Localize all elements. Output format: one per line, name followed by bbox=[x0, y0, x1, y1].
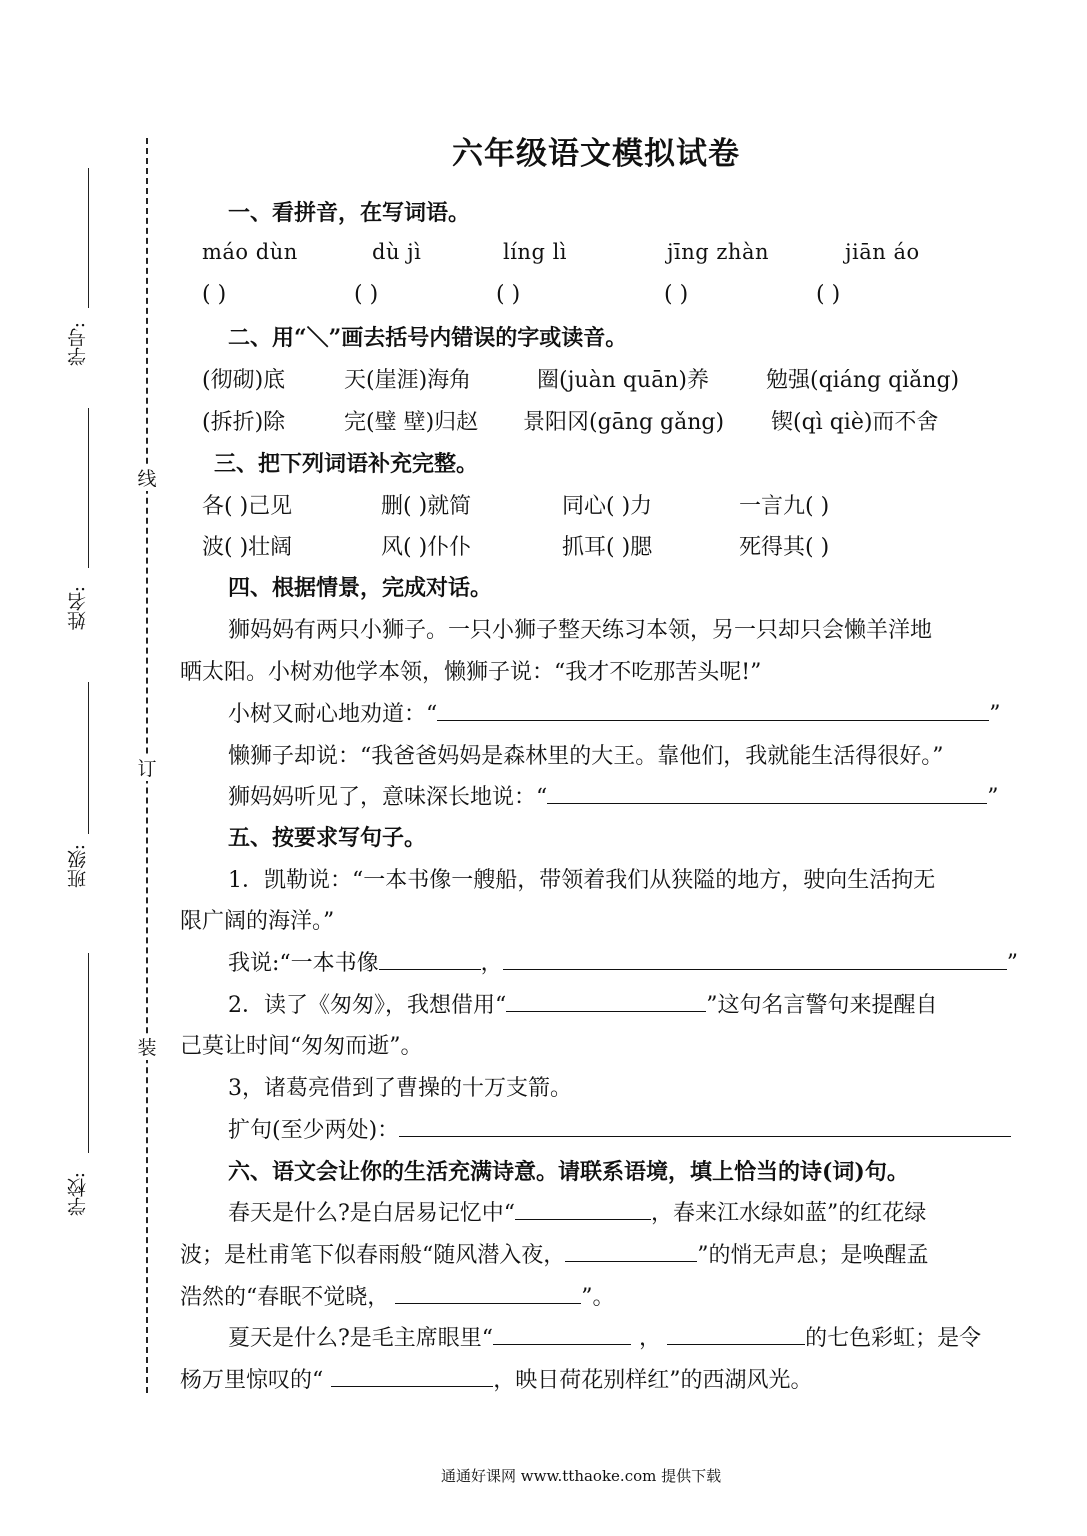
binding-char-zhuang: 装 bbox=[135, 1036, 159, 1060]
s5-q2-line1 bbox=[228, 988, 938, 1019]
s5-q2-text-a: 2．读了《匆匆》，我想借用“ bbox=[228, 993, 507, 1018]
s4-answer-blank-1[interactable] bbox=[437, 698, 989, 721]
s5-q2-text-b: ”这句名言警句来提醒自 bbox=[706, 993, 938, 1018]
s3-item-6[interactable]: 风( )仆仆 bbox=[381, 535, 472, 560]
s6-line3-text-b: ”。 bbox=[581, 1285, 615, 1310]
s5-q1-line2: 限广阔的海洋。” bbox=[180, 909, 335, 934]
s6-line5 bbox=[180, 1363, 813, 1394]
section5-heading: 五、按要求写句子。 bbox=[228, 825, 427, 851]
s2-item-5[interactable]: (拆折)除 bbox=[202, 410, 286, 435]
s5-q1-blank-2[interactable] bbox=[503, 947, 1007, 970]
s2-item-8[interactable]: 锲(qì qiè)而不舍 bbox=[771, 410, 939, 435]
section2-heading: 二、用“＼”画去括号内错误的字或读音。 bbox=[228, 325, 628, 351]
pinyin-3: líng lì bbox=[503, 240, 568, 264]
s2-item-3[interactable]: 圈(juàn quān)养 bbox=[537, 368, 709, 393]
answer-bracket-5[interactable]: ( ) bbox=[816, 282, 841, 307]
s6-line4-comma: ， bbox=[639, 1326, 662, 1351]
student-id-label: 学号: bbox=[67, 322, 89, 367]
s2-item-2[interactable]: 天(崖涯)海角 bbox=[344, 368, 472, 393]
s5-q3-blank[interactable] bbox=[399, 1114, 1011, 1137]
s4-line3-text: 小树又耐心地劝道：“ bbox=[228, 702, 438, 727]
section1-heading: 一、看拼音，在写词语。 bbox=[228, 200, 471, 226]
s2-item-6[interactable]: 完(璧 壁)归赵 bbox=[344, 410, 479, 435]
answer-bracket-1[interactable]: ( ) bbox=[202, 282, 227, 307]
quote-end-2: ” bbox=[987, 785, 999, 810]
s6-line2-text-a: 波；是杜甫笔下似春雨般“随风潜入夜， bbox=[180, 1243, 566, 1268]
s3-item-2[interactable]: 删( )就简 bbox=[381, 494, 472, 519]
s4-line3 bbox=[228, 697, 1001, 728]
s5-q1-line3 bbox=[228, 946, 1018, 977]
s4-paragraph-line1: 狮妈妈有两只小狮子。一只小狮子整天练习本领，另一只却只会懒羊洋地 bbox=[228, 618, 933, 643]
s6-line5-text-b: ，映日荷花别样红”的西湖风光。 bbox=[493, 1368, 813, 1393]
s3-item-8[interactable]: 死得其( ) bbox=[739, 535, 830, 560]
s6-blank-5[interactable] bbox=[667, 1322, 805, 1345]
student-id-line[interactable] bbox=[88, 168, 89, 308]
binding-char-xian: 线 bbox=[135, 467, 159, 491]
s5-q3-line2 bbox=[228, 1113, 1011, 1144]
s6-line2 bbox=[180, 1238, 929, 1269]
section4-heading: 四、根据情景，完成对话。 bbox=[228, 575, 493, 601]
s5-q2-blank[interactable] bbox=[506, 989, 706, 1012]
name-label: 姓名: bbox=[67, 586, 89, 631]
section3-heading: 三、把下列词语补充完整。 bbox=[214, 451, 479, 477]
s5-q3-line1: 3，诸葛亮借到了曹操的十万支箭。 bbox=[228, 1076, 572, 1101]
s3-item-4[interactable]: 一言九( ) bbox=[739, 494, 830, 519]
s6-line4-text-a: 夏天是什么?是毛主席眼里“ bbox=[228, 1326, 494, 1351]
footer-source: 通通好课网 www.tthaoke.com 提供下载 bbox=[441, 1467, 722, 1485]
s5-q3-prompt: 扩句(至少两处)： bbox=[228, 1118, 400, 1143]
s6-line5-text-a: 杨万里惊叹的“ bbox=[180, 1368, 324, 1393]
s5-q1-comma: ， bbox=[480, 951, 503, 976]
s5-q1-prompt: 我说:“一本书像 bbox=[228, 951, 379, 976]
s2-item-1[interactable]: (彻砌)底 bbox=[202, 368, 286, 393]
s5-q2-line2: 己莫让时间“匆匆而逝”。 bbox=[180, 1034, 423, 1059]
pinyin-2: dù jì bbox=[372, 240, 422, 264]
quote-end-1: ” bbox=[989, 702, 1001, 727]
class-line[interactable] bbox=[88, 682, 89, 834]
s6-blank-1[interactable] bbox=[515, 1197, 651, 1220]
s6-blank-2[interactable] bbox=[565, 1239, 697, 1262]
s6-line1 bbox=[228, 1196, 926, 1227]
s4-line5-text: 狮妈妈听见了，意味深长地说：“ bbox=[228, 785, 548, 810]
section6-heading: 六、语文会让你的生活充满诗意。请联系语境，填上恰当的诗(词)句。 bbox=[228, 1159, 909, 1185]
s4-paragraph-line2: 晒太阳。小树劝他学本领，懒狮子说：“我才不吃那苦头呢!” bbox=[180, 660, 762, 685]
s3-item-3[interactable]: 同心( )力 bbox=[562, 494, 653, 519]
s4-answer-blank-2[interactable] bbox=[547, 781, 987, 804]
name-line[interactable] bbox=[88, 408, 89, 568]
pinyin-4: jīng zhàn bbox=[667, 240, 770, 264]
s5-q1-blank-1[interactable] bbox=[379, 947, 481, 970]
answer-bracket-2[interactable]: ( ) bbox=[354, 282, 379, 307]
s2-item-7[interactable]: 景阳冈(gāng gǎng) bbox=[523, 410, 725, 435]
s6-blank-4[interactable] bbox=[493, 1322, 631, 1345]
s3-item-1[interactable]: 各( )己见 bbox=[202, 494, 293, 519]
class-label: 班级: bbox=[67, 844, 89, 889]
s5-q1-line1: 1．凯勒说：“一本书像一艘船，带领着我们从狭隘的地方，驶向生活拘无 bbox=[228, 868, 936, 893]
binding-char-ding: 订 bbox=[135, 757, 159, 781]
pinyin-5: jiān áo bbox=[845, 240, 920, 264]
s6-blank-6[interactable] bbox=[331, 1364, 493, 1387]
answer-bracket-3[interactable]: ( ) bbox=[496, 282, 521, 307]
s6-line3 bbox=[180, 1280, 615, 1311]
page-title: 六年级语文模拟试卷 bbox=[452, 136, 740, 172]
s2-item-4[interactable]: 勉强(qiáng qiǎng) bbox=[766, 368, 960, 393]
s3-item-5[interactable]: 波( )壮阔 bbox=[202, 535, 293, 560]
s6-line1-text-a: 春天是什么?是白居易记忆中“ bbox=[228, 1201, 516, 1226]
s6-line1-text-b: ，春来江水绿如蓝”的红花绿 bbox=[651, 1201, 927, 1226]
school-line[interactable] bbox=[88, 953, 89, 1153]
quote-end-3: ” bbox=[1006, 951, 1018, 976]
s6-line4 bbox=[228, 1321, 981, 1352]
answer-bracket-4[interactable]: ( ) bbox=[664, 282, 689, 307]
school-label: 学校: bbox=[67, 1172, 89, 1217]
pinyin-1: máo dùn bbox=[202, 240, 298, 264]
s6-line2-text-b: ”的悄无声息；是唤醒孟 bbox=[697, 1243, 929, 1268]
s6-line4-text-c: 的七色彩虹；是令 bbox=[805, 1326, 982, 1351]
s6-line3-text-a: 浩然的“春眠不觉晓， bbox=[180, 1285, 390, 1310]
s6-blank-3[interactable] bbox=[395, 1281, 581, 1304]
s3-item-7[interactable]: 抓耳( )腮 bbox=[562, 535, 653, 560]
s4-line5 bbox=[228, 780, 999, 811]
s4-paragraph-line4: 懒狮子却说：“我爸爸妈妈是森林里的大王。靠他们，我就能生活得很好。” bbox=[228, 744, 944, 769]
